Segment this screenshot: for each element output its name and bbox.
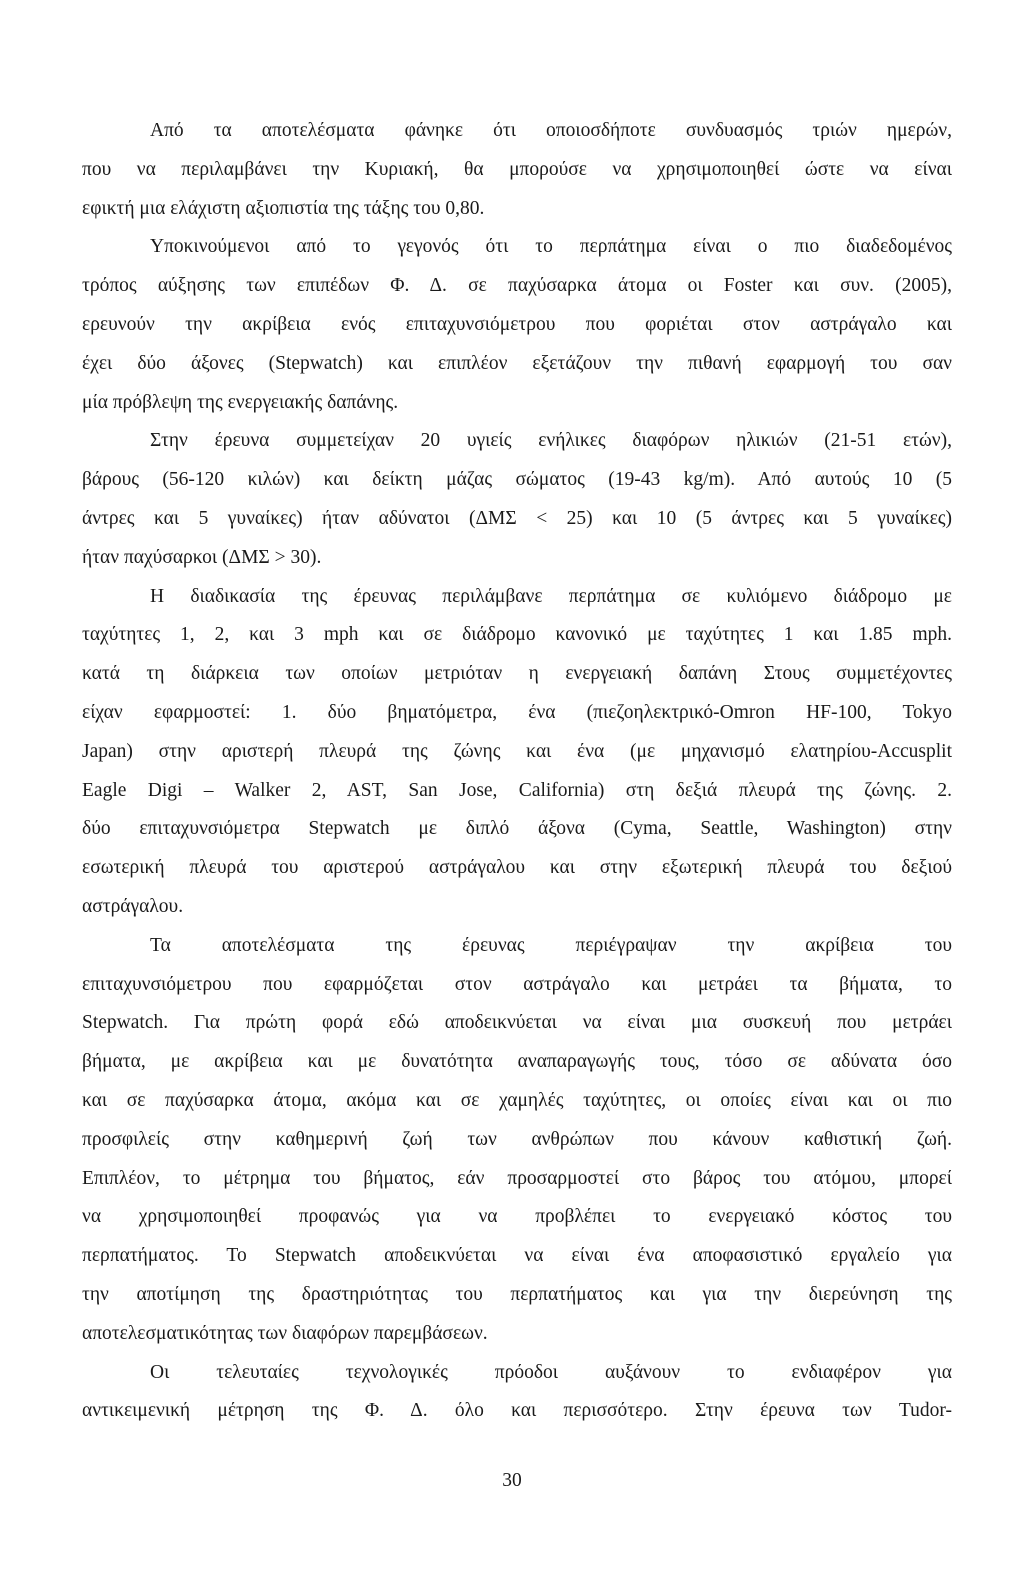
text-line: επιταχυνσιόμετρου που εφαρμόζεται στον αστράγαλο και μετράει τα βήματα, το xyxy=(82,973,952,995)
text-line: εφικτή μια ελάχιστη αξιοπιστία της τάξης του 0,80. xyxy=(82,197,485,219)
text-line: που να περιλαμβάνει την Κυριακή, θα μπορούσε να χρησιμοποιηθεί ώστε να είναι xyxy=(82,158,952,180)
text-line: και σε παχύσαρκα άτομα, ακόμα και σε χαμηλές ταχύτητες, οι οποίες είναι και οι πιο xyxy=(82,1089,952,1111)
text-line: Υποκινούμενοι από το γεγονός ότι το περπάτημα είναι ο πιο διαδεδομένος xyxy=(150,236,952,258)
text-line: τρόπος αύξησης των επιπέδων Φ. Δ. σε παχύσαρκα άτομα οι Foster και συν. (2005), xyxy=(82,275,952,297)
text-line: έχει δύο άξονες (Stepwatch) και επιπλέον εξετάζουν την πιθανή εφαρμογή του σαν xyxy=(82,352,952,374)
text-line: ταχύτητες 1, 2, και 3 mph και σε διάδρομο κανονικό με ταχύτητες 1 και 1.85 mph. xyxy=(82,624,952,646)
text-line: αποτελεσματικότητας των διαφόρων παρεμβάσεων. xyxy=(82,1322,488,1344)
text-line: Stepwatch. Για πρώτη φορά εδώ αποδεικνύεται να είναι μια συσκευή που μετράει xyxy=(82,1012,952,1034)
text-line: είχαν εφαρμοστεί: 1. δύο βηματόμετρα, ένα (πιεζοηλεκτρικό-Omron HF-100, Tokyo xyxy=(82,701,952,723)
text-line: μία πρόβλεψη της ενεργειακής δαπάνης. xyxy=(82,391,399,413)
text-line: Επιπλέον, το μέτρημα του βήματος, εάν προσαρμοστεί στο βάρος του ατόμου, μπορεί xyxy=(82,1167,952,1189)
text-line: προσφιλείς στην καθημερινή ζωή των ανθρώπων που κάνουν καθιστική ζωή. xyxy=(82,1128,952,1150)
text-line: περπατήματος. Το Stepwatch αποδεικνύεται να είναι ένα αποφασιστικό εργαλείο για xyxy=(82,1245,952,1267)
text-line: Στην έρευνα συμμετείχαν 20 υγιείς ενήλικες διαφόρων ηλικιών (21-51 ετών), xyxy=(150,430,952,452)
text-line: αντικειμενική μέτρηση της Φ. Δ. όλο και περισσότερο. Στην έρευνα των Tudor- xyxy=(82,1400,952,1422)
text-line: κατά τη διάρκεια των οποίων μετριόταν η ενεργειακή δαπάνη Στους συμμετέχοντες xyxy=(82,663,952,685)
text-line: βήματα, με ακρίβεια και με δυνατότητα αναπαραγωγής τους, τόσο σε αδύνατα όσο xyxy=(82,1051,952,1073)
text-line: Eagle Digi – Walker 2, AST, San Jose, California) στη δεξιά πλευρά της ζώνης. 2. xyxy=(82,779,952,801)
text-line: βάρους (56-120 κιλών) και δείκτη μάζας σώματος (19-43 kg/m). Από αυτούς 10 (5 xyxy=(82,469,952,491)
text-line: Japan) στην αριστερή πλευρά της ζώνης και ένα (με μηχανισμό ελατηρίου-Accusplit xyxy=(82,740,952,762)
text-line: την αποτίμηση της δραστηριότητας του περπατήματος και για την διερεύνηση της xyxy=(82,1283,952,1305)
text-line: αστράγαλου. xyxy=(82,895,184,917)
page-number: 30 xyxy=(502,1470,522,1491)
text-line: εσωτερική πλευρά του αριστερού αστράγαλου και στην εξωτερική πλευρά του δεξιού xyxy=(82,857,952,879)
text-line: Οι τελευταίες τεχνολογικές πρόοδοι αυξάνουν το ενδιαφέρον για xyxy=(150,1361,952,1383)
body-text xyxy=(82,112,952,1431)
text-line: ερευνούν την ακρίβεια ενός επιταχυνσιόμετρου που φοριέται στον αστράγαλο και xyxy=(82,313,952,335)
text-line: Τα αποτελέσματα της έρευνας περιέγραψαν την ακρίβεια του xyxy=(150,934,952,956)
text-line: να χρησιμοποιηθεί προφανώς για να προβλέπει το ενεργειακό κόστος του xyxy=(82,1206,952,1228)
text-line: δύο επιταχυνσιόμετρα Stepwatch με διπλό άξονα (Cyma, Seattle, Washington) στην xyxy=(82,818,952,840)
text-line: Από τα αποτελέσματα φάνηκε ότι οποιοσδήποτε συνδυασμός τριών ημερών, xyxy=(150,120,952,141)
text-line: ήταν παχύσαρκοι (ΔΜΣ > 30). xyxy=(82,546,322,568)
text-line: Η διαδικασία της έρευνας περιλάμβανε περπάτημα σε κυλιόμενο διάδρομο με xyxy=(150,585,952,607)
text-line: άντρες και 5 γυναίκες) ήταν αδύνατοι (ΔΜΣ < 25) και 10 (5 άντρες και 5 γυναίκες) xyxy=(82,507,952,529)
